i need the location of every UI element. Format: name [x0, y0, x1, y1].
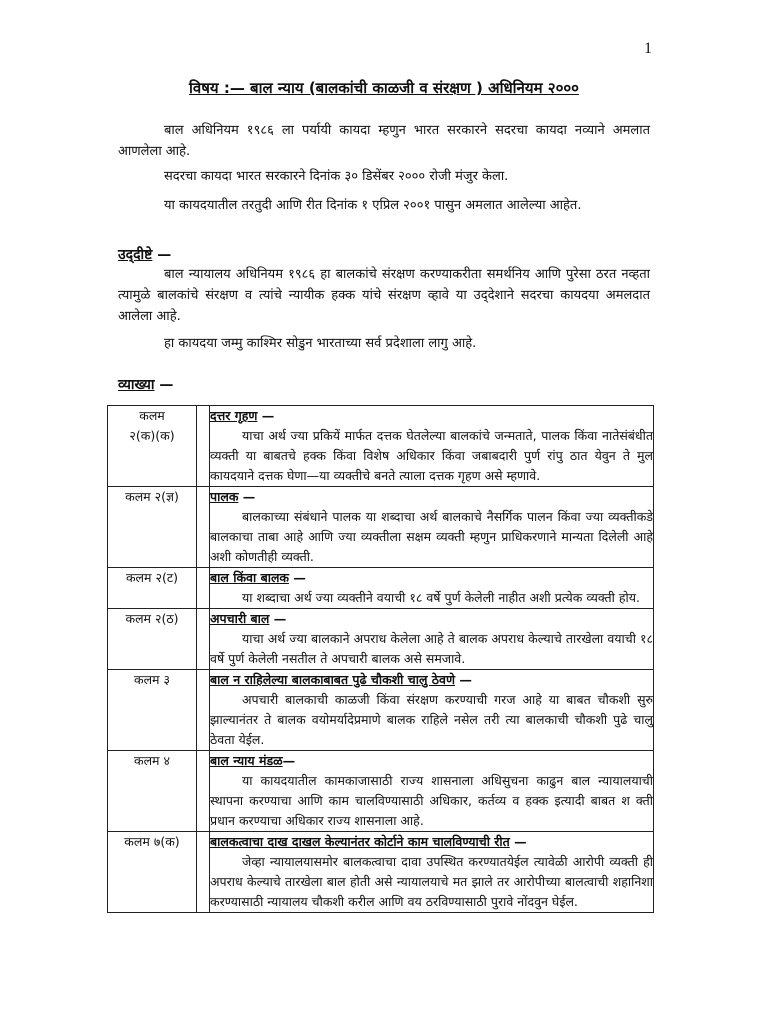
- spacer-cell: [197, 609, 210, 670]
- term-text: बाल न्याय मंडळ: [210, 753, 283, 768]
- table-row: [108, 568, 654, 609]
- document-title-text: विषय :— बाल न्याय (बालकांची काळजी व संरक्षण ) अधिनियम २०००: [189, 79, 579, 97]
- spacer-cell: [197, 751, 210, 832]
- term-dash: —: [455, 672, 472, 687]
- spacer-cell: [197, 487, 210, 568]
- section-cell: [108, 568, 197, 609]
- term-dash: —: [269, 611, 287, 626]
- definitions-heading-dash: —: [154, 377, 174, 393]
- table-row: [108, 487, 654, 568]
- section-cell: [108, 487, 197, 568]
- definition-text: याचा अर्थ ज्या प्रकियें मार्फत दत्तक घेतलेल्या बालकांचे जन्मताते, पालक किंवा नातेसंबंधीत व्यक्ती या बाबतचे हक्क किंवा विशेष अधिकार किंवा जबाबदारी पुर्ण रांपु ठात येवुन ते मुल कायदयाने दत्तक घेणा—या व्यक्तीचे बनते त्याला दत्तक गृहण असे म्हणावे.: [210, 428, 653, 483]
- spacer-cell: [197, 406, 210, 487]
- definition-cell: [210, 568, 654, 609]
- term-text: पालक: [210, 489, 239, 504]
- term-dash: —: [257, 408, 275, 423]
- document-title: [0, 78, 768, 98]
- objective-paragraph-2: हा कायदया जम्मु काश्मिर सोडुन भारताच्या सर्व प्रदेशाला लागु आहे.: [164, 336, 477, 351]
- section-label: कलम ४: [133, 753, 171, 768]
- spacer-cell: [197, 670, 210, 751]
- section-label: कलम २(ट): [125, 570, 179, 585]
- intro-paragraph-3: या कायदयातील तरतुदी आणि रीत दिनांक १ एप्रिल २००१ पासुन अमलात आलेल्या आहेत.: [164, 198, 582, 213]
- section-cell: [108, 609, 197, 670]
- definition-cell: [210, 832, 654, 913]
- intro-paragraph-1: बाल अधिनियम १९८६ ला पर्यायी कायदा म्हणुन भारत सरकारने सदरचा कायदा नव्याने अमलात आणलेला आहे.: [118, 123, 650, 159]
- section-cell: [108, 406, 197, 487]
- definition-text: अपचारी बालकाची काळजी किंवा संरक्षण करण्याची गरज आहे या बाबत चौकशी सुरु झाल्यानंतर ते बालक वयोमर्यादेप्रमाणे बालक राहिले नसेल तरी त्या बालकाची चौकशी पुढे चालु ठेवता येईल.: [210, 692, 653, 747]
- objective-heading-dash: —: [152, 247, 172, 263]
- definitions-table: [107, 405, 654, 913]
- table-row: [108, 832, 654, 913]
- section-label: कलम ३: [133, 672, 171, 687]
- definition-term: [210, 609, 653, 629]
- definition-cell: [210, 406, 654, 487]
- intro-paragraph-2: सदरचा कायदा भारत सरकारने दिनांक ३० डिसेंबर २००० रोजी मंजुर केला.: [164, 169, 509, 184]
- page-number: 1: [644, 40, 652, 57]
- spacer-cell: [197, 568, 210, 609]
- term-dash: —: [238, 489, 256, 504]
- objective-heading: [118, 245, 171, 264]
- term-dash: —: [509, 834, 527, 849]
- objective-paragraph-1: बाल न्यायालय अधिनियम १९८६ हा बालकांचे संरक्षण करण्याकरीता समर्थनिय आणि पुरेसा ठरत नव्हता त्यामुळे बालकांचे संरक्षण व त्यांचे न्यायीक हक्क यांचे संरक्षण व्हावे या उद्‍देशाने सदरचा कायदया अमलदात आलेला आहे.: [118, 267, 650, 324]
- section-cell: [108, 751, 197, 832]
- table-row: [108, 406, 654, 487]
- definition-text: या कायदयातील कामकाजासाठी राज्य शासनाला अधिसुचना काढुन बाल न्यायालयाची स्थापना करण्याचा आणि काम चालविण्यासाठी अधिकार, कर्तव्य व हक्क इत्यादी बाबत श क्ती प्रधान करण्याचा अधिकार राज्य शासनाला आहे.: [210, 773, 653, 828]
- definition-cell: [210, 609, 654, 670]
- term-dash: —: [282, 753, 296, 768]
- term-text: बाल न राहिलेल्या बालकाबाबत पुढे चौकशी चालु ठेवणे: [210, 672, 456, 687]
- term-text: दत्तर गृहण: [210, 408, 258, 423]
- definition-term: [210, 832, 653, 852]
- definition-term: [210, 670, 653, 690]
- section-label: कलम २(ज्ञ): [125, 489, 179, 504]
- term-text: बाल किंवा बालक: [210, 570, 290, 585]
- table-row: [108, 670, 654, 751]
- definition-term: [210, 568, 653, 588]
- section-label: कलम २(ठ): [125, 611, 179, 626]
- definition-cell: [210, 670, 654, 751]
- table-row: [108, 751, 654, 832]
- objective-heading-text: उद्‍दीष्टे: [118, 247, 153, 263]
- section-label: कलम ७(क): [124, 834, 180, 849]
- term-text: अपचारी बाल: [210, 611, 270, 626]
- table-row: [108, 609, 654, 670]
- definition-cell: [210, 487, 654, 568]
- definition-term: [210, 487, 653, 507]
- definition-text: याचा अर्थ ज्या बालकाने अपराध केलेला आहे ते बालक अपराध केल्याचे तारखेला वयाची १८ वर्षे पुर्ण केलेली नसतील ते अपचारी बालक असे समजावे.: [210, 631, 653, 666]
- definitions-heading-text: व्याख्या: [118, 377, 155, 393]
- spacer-cell: [197, 832, 210, 913]
- definition-text: जेव्हा न्यायालयासमोर बालकत्वाचा दावा उपस्थित करण्यातयेईल त्यावेळी आरोपी व्यक्ती ही अपराध केल्याचे तारखेला बाल होती असे न्यायालयाचे मत झाले तर आरोपीच्या बालत्वाची शहानिशा करण्यासाठी न्यायालय चौकशी करील आणि वय ठरविण्यासाठी पुरावे नोंदवुन घेईल.: [210, 854, 653, 909]
- term-dash: —: [289, 570, 306, 585]
- definition-term: [210, 406, 653, 426]
- section-cell: [108, 670, 197, 751]
- definition-term: [210, 751, 653, 771]
- definition-text: या शब्दाचा अर्थ ज्या व्यक्तीने वयाची १८ वर्षे पुर्ण केलेली नाहीत अशी प्रत्येक व्यक्ती होय.: [242, 590, 640, 605]
- term-text: बालकत्वाचा दाख दाखल केल्यानंतर कोर्टाने काम चालविण्याची रीत: [210, 834, 510, 849]
- definition-cell: [210, 751, 654, 832]
- section-cell: [108, 832, 197, 913]
- section-label: कलम २(क)(क): [129, 408, 175, 443]
- definitions-heading: [118, 375, 173, 394]
- definition-text: बालकाच्या संबंधाने पालक या शब्दाचा अर्थ बालकाचे नैसर्गिक पालन किंवा ज्या व्यक्तीकडे बालकाचा ताबा आहे आणि ज्या व्यक्तीला सक्षम व्यक्ती म्हणुन प्राधिकरणाने मान्यता दिलेली आहे अशी कोणतीही व्यक्ती.: [210, 509, 653, 564]
